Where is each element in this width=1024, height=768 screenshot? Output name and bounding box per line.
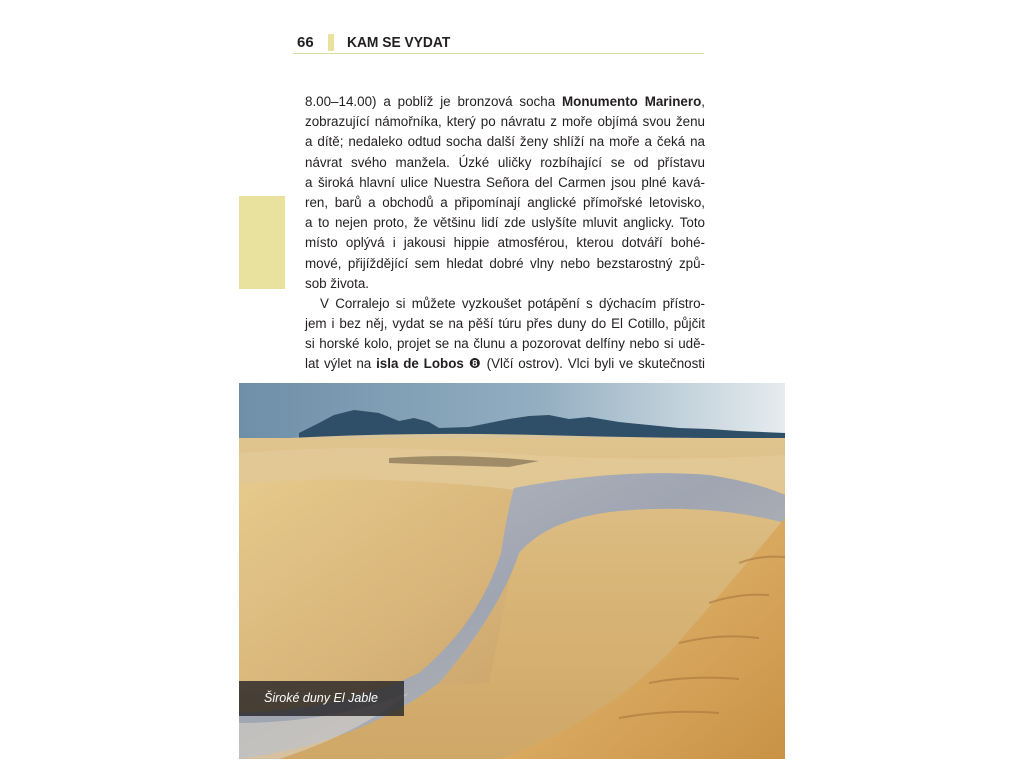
text-line: ren, barů a obchodů a připomínají anglické přímořské letovisko, <box>305 194 705 210</box>
text-line: zobrazující námořníka, který po návratu z moře objímá svou ženu <box>305 114 705 130</box>
text-line: si horské kolo, projet se na člunu a pozorovat delfíny nebo si udě- <box>305 336 705 352</box>
body-text <box>305 92 705 375</box>
photo-caption <box>239 681 404 716</box>
text-line: a to nejen proto, že většinu lidí zde uslyšíte mluvit anglicky. Toto <box>305 215 705 231</box>
caption-text: Široké duny El Jable <box>264 691 378 705</box>
page-number: 66 <box>297 34 314 51</box>
text-line: návrat svého manžela. Úzké uličky rozbíhající se od přístavu <box>305 154 705 170</box>
text-line: jem i bez něj, vydat se na pěší túru přes duny do El Cotillo, půjčit <box>305 316 705 332</box>
running-header <box>293 31 704 54</box>
text-line: sob života. <box>305 275 370 291</box>
text-line: mové, přijíždějící sem hledat dobré vlny nebo bezstarostný způ- <box>305 255 705 271</box>
text-line: a široká hlavní ulice Nuestra Señora del Carmen jsou plné kavá- <box>305 174 705 190</box>
text-line: a dítě; nedaleko odtud socha další ženy shlíží na moře a čeká na <box>305 134 705 150</box>
text-line: V Corralejo si můžete vyzkoušet potápění s dýchacím přístro- <box>320 295 705 311</box>
text-line: místo oplývá i jakousi hippie atmosférou, kterou dotváří bohé- <box>305 235 705 251</box>
text-line: lat výlet na isla de Lobos ❽ (Vlčí ostrov). Vlci byli ve skutečnosti <box>305 356 705 372</box>
header-accent-bar <box>328 34 334 51</box>
text-line: 8.00–14.00) a poblíž je bronzová socha Monumento Marinero, <box>305 94 705 109</box>
section-title: KAM SE VYDAT <box>347 34 451 51</box>
margin-marker <box>239 196 285 289</box>
